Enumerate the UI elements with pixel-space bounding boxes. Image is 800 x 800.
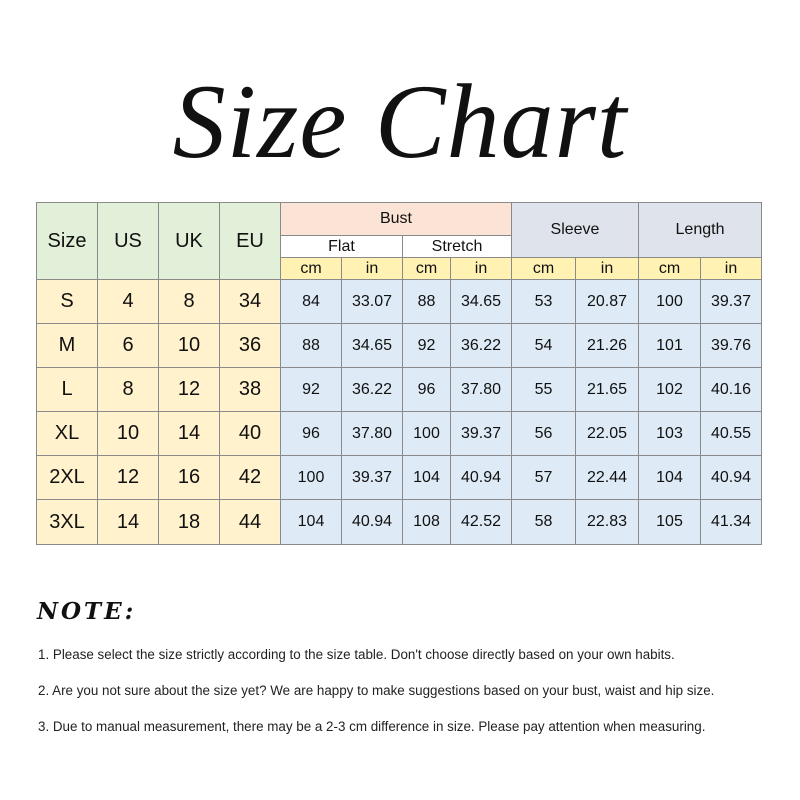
header-unit-in: in <box>342 258 403 280</box>
cell-sleeve-in: 21.26 <box>576 324 639 368</box>
page-title: Size Chart <box>172 63 628 180</box>
header-eu: EU <box>220 203 281 280</box>
cell-length-in: 39.37 <box>701 280 762 324</box>
cell-sleeve-in: 21.65 <box>576 368 639 412</box>
header-sleeve: Sleeve <box>512 203 639 258</box>
note-item-1: 1. Please select the size strictly according to the size table. Don't choose directly based on your own habits. <box>38 647 675 662</box>
cell-eu: 36 <box>220 324 281 368</box>
cell-eu: 40 <box>220 412 281 456</box>
cell-us: 8 <box>98 368 159 412</box>
cell-uk: 12 <box>159 368 220 412</box>
cell-bust-flat-cm: 92 <box>281 368 342 412</box>
size-table <box>36 202 762 545</box>
table-row <box>37 500 762 545</box>
cell-us: 14 <box>98 500 159 545</box>
cell-bust-flat-cm: 84 <box>281 280 342 324</box>
cell-bust-stretch-cm: 88 <box>403 280 451 324</box>
cell-bust-flat-cm: 88 <box>281 324 342 368</box>
cell-bust-stretch-cm: 104 <box>403 456 451 500</box>
cell-sleeve-in: 20.87 <box>576 280 639 324</box>
cell-size: XL <box>37 412 98 456</box>
cell-size: 2XL <box>37 456 98 500</box>
cell-length-cm: 105 <box>639 500 701 545</box>
cell-sleeve-cm: 58 <box>512 500 576 545</box>
cell-sleeve-in: 22.83 <box>576 500 639 545</box>
header-unit-cm: cm <box>512 258 576 280</box>
header-us: US <box>98 203 159 280</box>
cell-uk: 14 <box>159 412 220 456</box>
cell-size: M <box>37 324 98 368</box>
cell-bust-flat-in: 37.80 <box>342 412 403 456</box>
cell-eu: 44 <box>220 500 281 545</box>
cell-sleeve-cm: 54 <box>512 324 576 368</box>
cell-bust-flat-in: 34.65 <box>342 324 403 368</box>
header-size: Size <box>37 203 98 280</box>
cell-size: S <box>37 280 98 324</box>
cell-length-in: 40.94 <box>701 456 762 500</box>
cell-bust-stretch-in: 37.80 <box>451 368 512 412</box>
header-unit-in: in <box>701 258 762 280</box>
cell-bust-stretch-in: 34.65 <box>451 280 512 324</box>
cell-length-in: 39.76 <box>701 324 762 368</box>
note-item-2: 2. Are you not sure about the size yet? We are happy to make suggestions based on your bust, waist and hip size. <box>38 683 715 698</box>
table-row <box>37 412 762 456</box>
header-uk: UK <box>159 203 220 280</box>
note-item-3: 3. Due to manual measurement, there may be a 2-3 cm difference in size. Please pay attention when measuring. <box>38 719 706 734</box>
cell-bust-flat-in: 39.37 <box>342 456 403 500</box>
cell-eu: 42 <box>220 456 281 500</box>
cell-sleeve-cm: 55 <box>512 368 576 412</box>
cell-bust-stretch-cm: 100 <box>403 412 451 456</box>
cell-sleeve-cm: 56 <box>512 412 576 456</box>
cell-bust-flat-in: 36.22 <box>342 368 403 412</box>
cell-length-cm: 101 <box>639 324 701 368</box>
cell-bust-stretch-in: 42.52 <box>451 500 512 545</box>
header-flat: Flat <box>281 236 403 258</box>
cell-bust-flat-cm: 104 <box>281 500 342 545</box>
header-unit-cm: cm <box>403 258 451 280</box>
cell-bust-flat-in: 40.94 <box>342 500 403 545</box>
cell-size: L <box>37 368 98 412</box>
cell-us: 6 <box>98 324 159 368</box>
cell-length-in: 41.34 <box>701 500 762 545</box>
cell-sleeve-in: 22.05 <box>576 412 639 456</box>
table-row <box>37 280 762 324</box>
header-bust: Bust <box>281 203 512 236</box>
cell-bust-flat-cm: 100 <box>281 456 342 500</box>
header-unit-in: in <box>576 258 639 280</box>
cell-uk: 16 <box>159 456 220 500</box>
header-stretch: Stretch <box>403 236 512 258</box>
cell-uk: 8 <box>159 280 220 324</box>
table-row <box>37 324 762 368</box>
cell-bust-stretch-in: 36.22 <box>451 324 512 368</box>
cell-bust-flat-in: 33.07 <box>342 280 403 324</box>
cell-sleeve-cm: 53 <box>512 280 576 324</box>
cell-size: 3XL <box>37 500 98 545</box>
cell-bust-flat-cm: 96 <box>281 412 342 456</box>
cell-bust-stretch-cm: 108 <box>403 500 451 545</box>
header-unit-in: in <box>451 258 512 280</box>
header-unit-cm: cm <box>639 258 701 280</box>
table-row <box>37 368 762 412</box>
cell-us: 4 <box>98 280 159 324</box>
cell-length-in: 40.55 <box>701 412 762 456</box>
cell-us: 12 <box>98 456 159 500</box>
cell-sleeve-cm: 57 <box>512 456 576 500</box>
cell-uk: 10 <box>159 324 220 368</box>
cell-eu: 34 <box>220 280 281 324</box>
cell-uk: 18 <box>159 500 220 545</box>
cell-length-cm: 104 <box>639 456 701 500</box>
note-title: NOTE: <box>37 598 137 625</box>
header-unit-cm: cm <box>281 258 342 280</box>
table-row <box>37 456 762 500</box>
cell-eu: 38 <box>220 368 281 412</box>
cell-length-cm: 100 <box>639 280 701 324</box>
cell-bust-stretch-in: 40.94 <box>451 456 512 500</box>
cell-length-in: 40.16 <box>701 368 762 412</box>
cell-us: 10 <box>98 412 159 456</box>
cell-bust-stretch-in: 39.37 <box>451 412 512 456</box>
cell-sleeve-in: 22.44 <box>576 456 639 500</box>
cell-length-cm: 102 <box>639 368 701 412</box>
cell-bust-stretch-cm: 92 <box>403 324 451 368</box>
cell-length-cm: 103 <box>639 412 701 456</box>
header-length: Length <box>639 203 762 258</box>
cell-bust-stretch-cm: 96 <box>403 368 451 412</box>
